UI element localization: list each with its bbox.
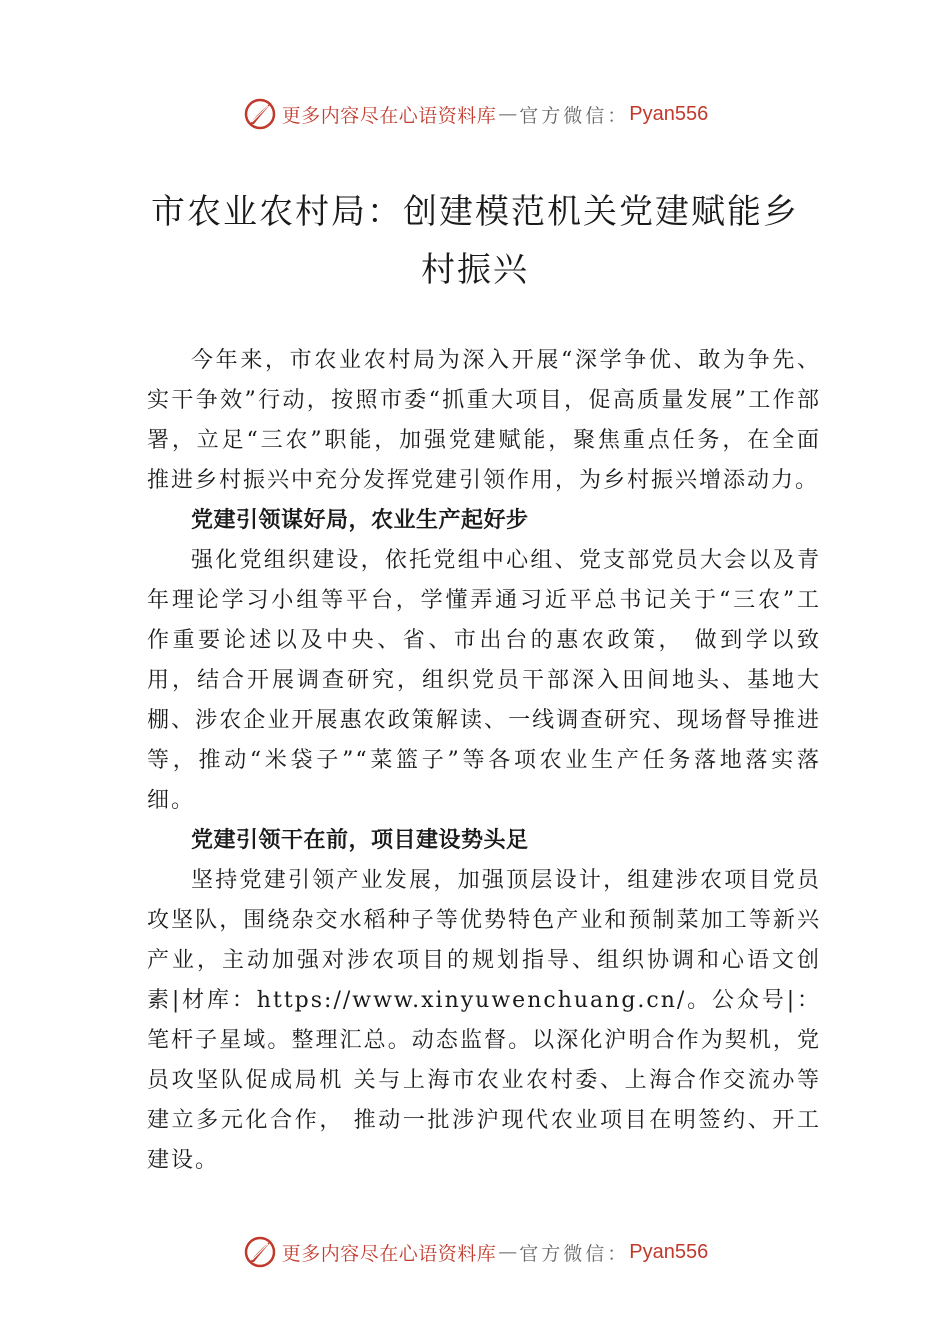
quill-seal-icon — [242, 96, 278, 132]
section1-paragraph: 强化党组织建设，依托党组中心组、党支部党员大会以及青年理论学习小组等平台，学懂弄通习近平总书记关于“三农”工作重要论述以及中央、省、市出台的惠农政策， 做到学以致用，结合开展调查研究，组织党员干部深入田间地头、基地大棚、涉农企业开展惠农政策解读、一线调查研究、现场督导推进等，推动“米袋子”“菜篮子”等各项农业生产任务落地落实落细。 — [147, 548, 821, 813]
banner-site-name: 更多内容尽在心语资料库 — [281, 104, 497, 127]
banner-separator: — — [498, 103, 518, 125]
document-title: 市农业农村局：创建模范机关党建赋能乡村振兴 — [151, 192, 799, 290]
banner-site-name: 更多内容尽在心语资料库 — [281, 1242, 497, 1265]
document-body — [147, 341, 821, 1181]
header-watermark-banner — [0, 94, 950, 134]
section2-heading: 党建引领干在前，项目建设势头足 — [191, 828, 529, 853]
banner-wechat-label: 官方微信： — [519, 104, 630, 127]
banner-wechat-id: Pyan556 — [629, 102, 709, 125]
quill-seal-icon — [242, 1234, 278, 1270]
section2-paragraph: 坚持党建引领产业发展，加强顶层设计，组建涉农项目党员攻坚队，围绕杂交水稻种子等优势特色产业和预制菜加工等新兴产业，主动加强对涉农项目的规划指导、组织协调和心语文创素|材库：https://www.xinyuwenchuang.cn/。公众号|：笔杆子星域。整理汇总。动态监督。以深化沪明合作为契机，党员攻坚队促成局机 关与上海市农业农村委、上海合作交流办等建立多元化合作， 推动一批涉沪现代农业项目在明签约、开工建设。 — [147, 868, 821, 1173]
footer-watermark-banner — [0, 1232, 950, 1272]
section1-heading: 党建引领谋好局，农业生产起好步 — [191, 508, 529, 533]
intro-paragraph: 今年来，市农业农村局为深入开展“深学争优、敢为争先、实干争效”行动，按照市委“抓重大项目，促高质量发展”工作部署，立足“三农”职能，加强党建赋能，聚焦重点任务，在全面推进乡村振兴中充分发挥党建引领作用，为乡村振兴增添动力。 — [147, 348, 821, 493]
banner-wechat-label: 官方微信： — [519, 1242, 630, 1265]
banner-wechat-id: Pyan556 — [629, 1240, 709, 1263]
banner-separator: — — [498, 1241, 518, 1263]
